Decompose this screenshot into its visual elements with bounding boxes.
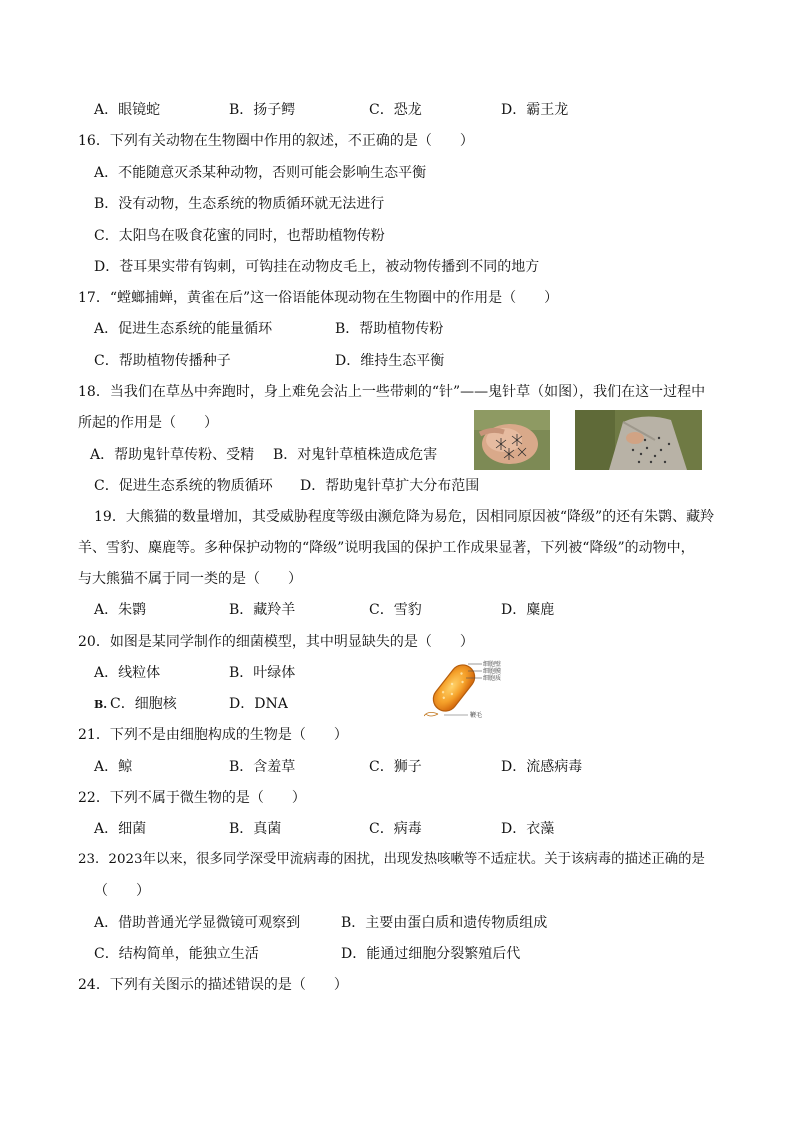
q23-option-b: B．主要由蛋白质和遗传物质组成 bbox=[341, 915, 548, 931]
q16-option-a: A．不能随意灭杀某种动物，否则可能会影响生态平衡 bbox=[94, 165, 427, 181]
bidens-seeds-hand-photo bbox=[474, 410, 550, 470]
q15-option-d: D．霸王龙 bbox=[501, 102, 569, 118]
q16-option-c: C．太阳鸟在吸食花蜜的同时，也帮助植物传粉 bbox=[94, 228, 385, 244]
q17-option-d: D．维持生态平衡 bbox=[335, 353, 445, 369]
bidens-seeds-clothes-photo bbox=[575, 410, 702, 470]
label-cell-membrane: 细胞膜 bbox=[483, 668, 502, 675]
q17-stem: 17．“螳螂捕蝉，黄雀在后”这一俗语能体现动物在生物圈中的作用是（ ） bbox=[78, 290, 559, 306]
q19-option-a: A．朱鹮 bbox=[94, 602, 147, 618]
label-flagellum: 鞭毛 bbox=[470, 712, 483, 719]
q18-option-d: D．帮助鬼针草扩大分布范围 bbox=[300, 478, 480, 494]
q18-option-c: C．促进生态系统的物质循环 bbox=[94, 478, 273, 494]
q23-stem-line2: （ ） bbox=[94, 883, 150, 899]
q19-stem-line3: 与大熊猫不属于同一类的是（ ） bbox=[78, 571, 302, 587]
q17-option-b: B．帮助植物传粉 bbox=[335, 321, 444, 337]
q22-option-d: D．衣藻 bbox=[501, 821, 555, 837]
q18-stem-line1: 18．当我们在草丛中奔跑时，身上难免会沾上一些带刺的“针”——鬼针草（如图），我们在这一过程中 bbox=[78, 384, 706, 400]
q16-stem: 16．下列有关动物在生物圈中作用的叙述，不正确的是（ ） bbox=[78, 133, 474, 149]
q19-option-b: B．藏羚羊 bbox=[229, 602, 296, 618]
q19-stem-line1: 19．大熊猫的数量增加，其受威胁程度等级由濒危降为易危，因相同原因被“降级”的还有朱鹮、藏羚 bbox=[94, 509, 715, 525]
q21-option-c: C．狮子 bbox=[369, 759, 422, 775]
q16-option-b: B．没有动物，生态系统的物质循环就无法进行 bbox=[94, 196, 385, 212]
q19-option-d: D．麋鹿 bbox=[501, 602, 555, 618]
q15-option-b: B．扬子鳄 bbox=[229, 102, 296, 118]
q17-option-c: C．帮助植物传播种子 bbox=[94, 353, 231, 369]
q15-option-c: C．恐龙 bbox=[369, 102, 422, 118]
q23-stem-line1: 23．2023年以来，很多同学深受甲流病毒的困扰，出现发热咳嗽等不适症状。关于该病毒的描述正确的是 bbox=[78, 852, 705, 867]
q22-option-c: C．病毒 bbox=[369, 821, 422, 837]
q18-option-a: A．帮助鬼针草传粉、受精 bbox=[90, 447, 255, 463]
q21-option-a: A．鲸 bbox=[94, 759, 133, 775]
label-cell-wall: 细胞壁 bbox=[483, 661, 502, 668]
q21-option-b: B．含羞草 bbox=[229, 759, 296, 775]
bacterium-model-diagram bbox=[424, 656, 540, 722]
q18-stem-line2: 所起的作用是（ ） bbox=[78, 415, 218, 431]
label-cytoplasm: 细胞质 bbox=[483, 675, 502, 682]
q20-stem: 20．如图是某同学制作的细菌模型，其中明显缺失的是（ ） bbox=[78, 634, 474, 650]
q21-stem: 21．下列不是由细胞构成的生物是（ ） bbox=[78, 727, 348, 743]
q22-option-b: B．真菌 bbox=[229, 821, 282, 837]
q17-option-a: A．促进生态系统的能量循环 bbox=[94, 321, 273, 337]
q20-option-b: B．叶绿体 bbox=[229, 665, 296, 681]
q24-stem: 24．下列有关图示的描述错误的是（ ） bbox=[78, 977, 348, 993]
q23-option-a: A．借助普通光学显微镜可观察到 bbox=[94, 915, 301, 931]
q23-option-c: C．结构简单，能独立生活 bbox=[94, 946, 259, 962]
q22-option-a: A．细菌 bbox=[94, 821, 147, 837]
q20-option-a: A．线粒体 bbox=[94, 665, 161, 681]
q22-stem: 22．下列不属于微生物的是（ ） bbox=[78, 790, 306, 806]
q18-option-b: B．对鬼针草植株造成危害 bbox=[273, 447, 438, 463]
q20-option-c: C．细胞核 bbox=[110, 696, 177, 712]
q20-option-d: D．DNA bbox=[229, 696, 288, 712]
q15-option-a: A．眼镜蛇 bbox=[94, 102, 161, 118]
q16-option-d: D．苍耳果实带有钩刺，可钩挂在动物皮毛上，被动物传播到不同的地方 bbox=[94, 259, 540, 275]
q19-stem-line2: 羊、雪豹、麋鹿等。多种保护动物的“降级”说明我国的保护工作成果显著，下列被“降级”的动物中， bbox=[78, 540, 695, 556]
q21-option-d: D．流感病毒 bbox=[501, 759, 583, 775]
q19-option-c: C．雪豹 bbox=[369, 602, 422, 618]
q20-stray-prefix: B. bbox=[94, 698, 108, 711]
q23-option-d: D．能通过细胞分裂繁殖后代 bbox=[341, 946, 521, 962]
